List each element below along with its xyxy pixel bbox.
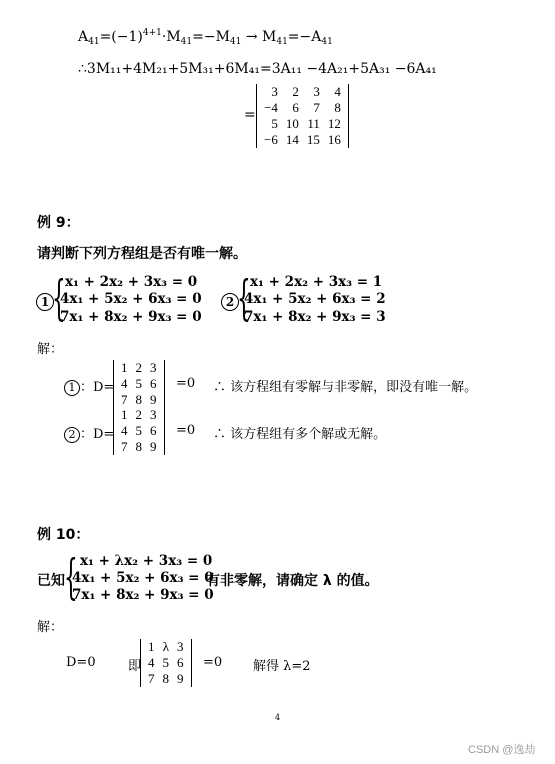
case2-matrix-table [117, 407, 161, 455]
case1-circle: 1 [64, 380, 80, 396]
case1-matrix-cell: 8 [135, 392, 142, 407]
case1-matrix-row [117, 376, 161, 392]
case1-matrix-cell: 9 [150, 392, 157, 407]
f1-m-sub: 41 [180, 37, 193, 47]
ex10-eq-1: x₁ + λx₂ + 3x₃ = 0 [80, 553, 213, 569]
top-determinant [256, 84, 349, 148]
sys2-circle: 2 [221, 293, 239, 311]
ex10-eq-2: 4x₁ + 5x₂ + 6x₃ = 0 [72, 570, 214, 586]
case1-matrix-table [117, 360, 161, 408]
formula-line-1 [78, 29, 333, 45]
ex10-ji: 即 [128, 659, 142, 674]
case2-matrix-row [117, 439, 161, 455]
top-matrix-cell: 3 [313, 84, 320, 99]
case1-matrix-cell: 3 [150, 360, 157, 375]
case2-matrix-cell: 6 [150, 423, 157, 438]
ex10-matrix-cell: 8 [162, 671, 169, 686]
f1-eq1-sub: 41 [229, 37, 242, 47]
top-matrix-row [260, 132, 345, 148]
top-matrix-cell: 3 [271, 84, 278, 99]
f1-eq2: =−A [287, 29, 322, 45]
case1-conclusion: ∴ 该方程组有零解与非零解，即没有唯一解。 [213, 380, 478, 395]
case1-matrix-cell: 1 [121, 360, 128, 375]
sys2-eq-3: 7x₁ + 8x₂ + 9x₃ = 3 [244, 309, 386, 325]
f1-arrow: → M [241, 29, 277, 45]
ex10-matrix-cell: 1 [148, 639, 155, 654]
ex10-d-zero: D=0 [66, 655, 96, 670]
case2-matrix-cell: 3 [150, 407, 157, 422]
ex10-result: 解得 λ=2 [253, 659, 311, 674]
case1-matrix-cell: 7 [121, 392, 128, 407]
f1-a-sub: 41 [88, 37, 100, 47]
case2-matrix-row [117, 423, 161, 439]
top-matrix-cell: 14 [285, 132, 299, 147]
case1-label [64, 376, 114, 396]
top-matrix-cell: 10 [285, 116, 299, 131]
case1-matrix-cell: 2 [135, 360, 142, 375]
top-matrix-cell: 12 [327, 116, 341, 131]
case2-circle: 2 [64, 427, 80, 443]
sys1-eq-3: 7x₁ + 8x₂ + 9x₃ = 0 [60, 309, 202, 325]
case2-conclusion: ∴ 该方程组有多个解或无解。 [213, 427, 387, 442]
top-matrix-cell: 5 [271, 116, 278, 131]
case1-matrix-row [117, 360, 161, 376]
top-matrix-cell: −6 [264, 132, 278, 147]
top-matrix-cell: 4 [334, 84, 341, 99]
ex10-title: 例 10： [37, 527, 90, 543]
top-matrix-cell: 16 [327, 132, 341, 147]
ex10-matrix-cell: 3 [177, 639, 184, 654]
case2-matrix-cell: 9 [150, 439, 157, 454]
ex10-matrix-row [144, 639, 188, 655]
top-matrix-cell: 11 [307, 116, 320, 131]
ex10-matrix-cell: 9 [177, 671, 184, 686]
case1-prefix: ：D= [80, 380, 115, 395]
top-matrix-cell: 15 [306, 132, 320, 147]
sys2-eq-2: 4x₁ + 5x₂ + 6x₃ = 2 [244, 291, 386, 307]
ex10-matrix-row [144, 655, 188, 671]
f1-mid: =(−1) [99, 29, 143, 45]
page-number: 4 [275, 713, 281, 722]
case1-matrix-cell: 4 [121, 376, 128, 391]
ex10-matrix-cell: 4 [148, 655, 155, 670]
f1-arrow-sub: 41 [276, 37, 288, 47]
top-matrix-row [260, 116, 345, 132]
top-matrix-row [260, 100, 345, 116]
case2-matrix-cell: 2 [135, 407, 142, 422]
f1-a: A [78, 29, 89, 45]
ex10-eq-3: 7x₁ + 8x₂ + 9x₃ = 0 [72, 587, 214, 603]
sys2-eq-1: x₁ + 2x₂ + 3x₃ = 1 [250, 274, 383, 290]
case1-matrix-cell: 6 [150, 376, 157, 391]
ex10-task: 有非零解，请确定 λ 的值。 [206, 573, 379, 589]
top-matrix-row [260, 84, 345, 100]
case1-matrix-row [117, 392, 161, 408]
sys1-eq-1: x₁ + 2x₂ + 3x₃ = 0 [65, 274, 198, 290]
sys1-circle: 1 [36, 293, 54, 311]
top-matrix-table [260, 84, 345, 148]
top-equals: = [244, 107, 256, 123]
ex10-matrix-cell: 7 [148, 671, 155, 686]
ex9-prompt: 请判断下列方程组是否有唯一解。 [37, 246, 247, 262]
case2-prefix: ：D= [80, 427, 115, 442]
f1-eq1: =−M [192, 29, 230, 45]
case2-matrix-row [117, 407, 161, 423]
ex10-matrix-table [144, 639, 188, 687]
formula-line-2: ∴3M₁₁+4M₂₁+5M₃₁+6M₄₁=3A₁₁ −4A₂₁+5A₃₁ −6A₄₁ [78, 61, 437, 77]
case2-matrix-cell: 5 [135, 423, 142, 438]
sys2-brace: { [237, 270, 251, 326]
ex10-known: 已知 [37, 573, 65, 589]
watermark: CSDN @逸劫 [468, 744, 536, 756]
ex10-matrix-cell: 5 [162, 655, 169, 670]
case2-matrix-cell: 8 [135, 439, 142, 454]
ex10-solution-label: 解： [37, 620, 64, 635]
top-matrix-cell: −4 [264, 100, 278, 115]
f1-eq2-sub: 41 [321, 37, 333, 47]
ex9-title: 例 9： [37, 215, 80, 231]
case2-matrix-cell: 4 [121, 423, 128, 438]
case2-label [64, 423, 114, 443]
ex9-solution-label: 解： [37, 342, 64, 357]
f1-exp: 4+1 [142, 28, 162, 38]
top-matrix-cell: 6 [292, 100, 299, 115]
top-matrix-cell: 2 [292, 84, 299, 99]
case2-matrix-cell: 1 [121, 407, 128, 422]
ex10-matrix-cell: 6 [177, 655, 184, 670]
top-matrix-cell: 8 [334, 100, 341, 115]
case2-matrix-cell: 7 [121, 439, 128, 454]
case2-eq: =0 [176, 423, 196, 438]
sys1-brace: { [52, 270, 66, 326]
sys1-eq-2: 4x₁ + 5x₂ + 6x₃ = 0 [60, 291, 202, 307]
ex10-matrix-row [144, 671, 188, 687]
ex10-brace: { [64, 549, 78, 605]
case1-eq: =0 [176, 376, 196, 391]
case1-matrix-cell: 5 [135, 376, 142, 391]
top-matrix-cell: 7 [313, 100, 320, 115]
ex10-eq: =0 [203, 655, 223, 670]
ex10-determinant [140, 639, 192, 687]
case1-determinant [113, 360, 165, 408]
ex10-matrix-cell: λ [162, 639, 169, 654]
case2-determinant [113, 407, 165, 455]
f1-m: ·M [161, 29, 181, 45]
